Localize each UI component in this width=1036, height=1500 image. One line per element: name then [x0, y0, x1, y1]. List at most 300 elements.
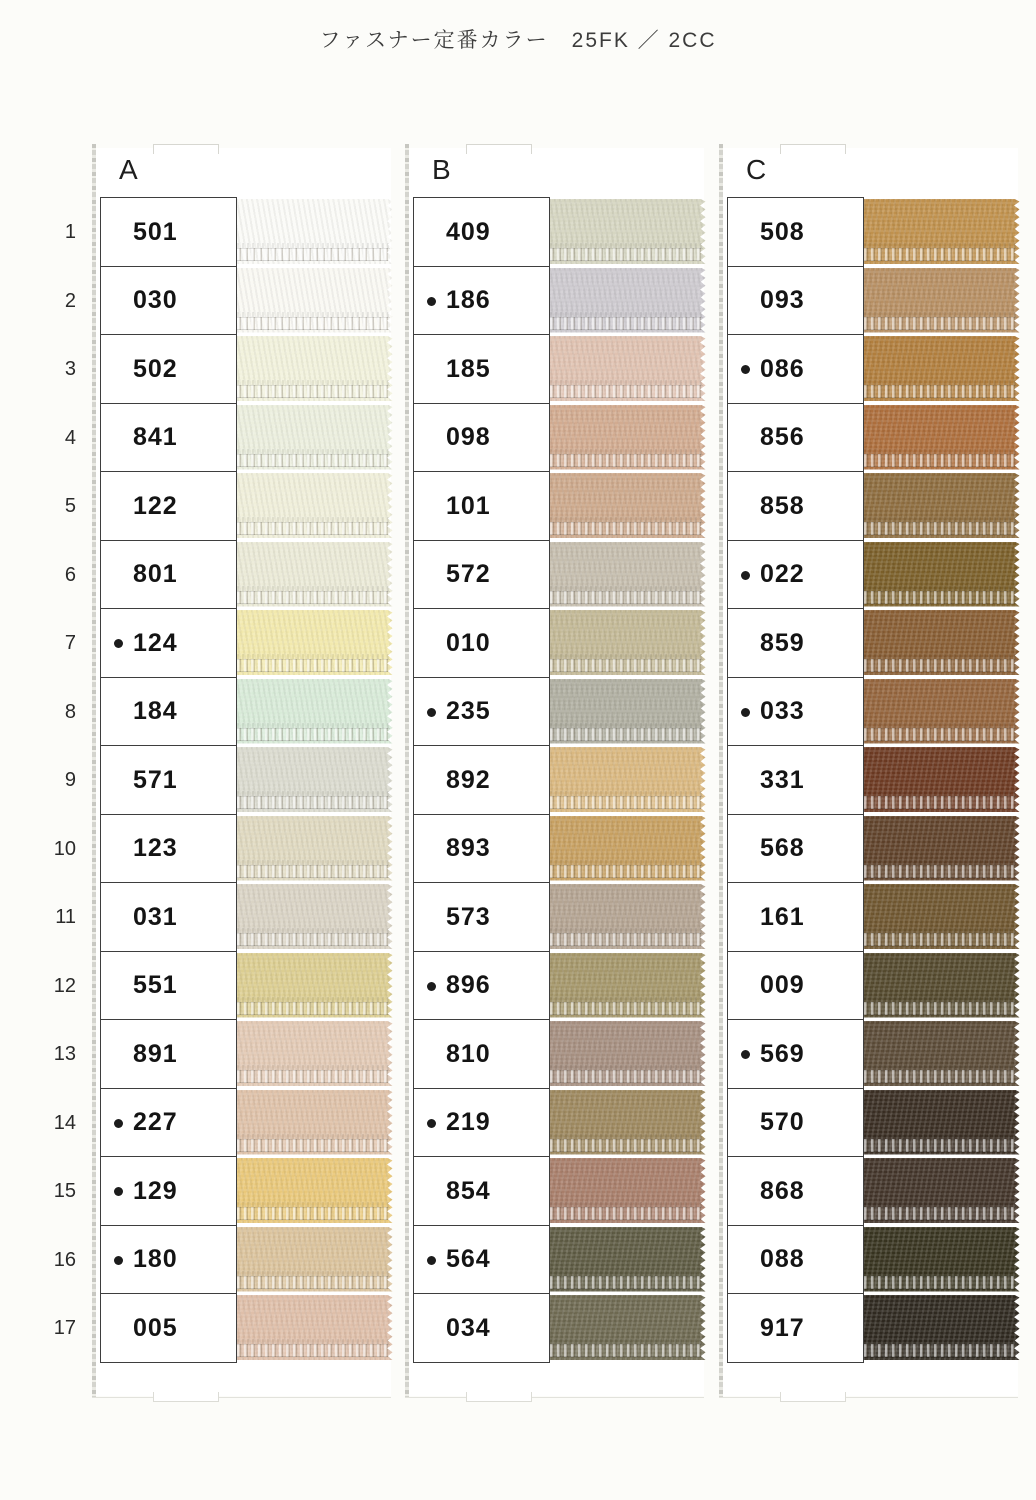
color-code: 219 — [446, 1108, 491, 1136]
color-card — [408, 148, 708, 1396]
zipper-teeth-icon — [864, 659, 1017, 672]
row-number: 8 — [64, 700, 76, 723]
color-code-cell — [727, 1019, 864, 1089]
fabric-swatch — [237, 1090, 393, 1155]
color-code: 568 — [760, 834, 805, 862]
zipper-teeth-icon — [550, 248, 703, 261]
zipper-teeth-icon — [237, 1002, 390, 1015]
color-code: 093 — [760, 286, 805, 314]
color-code: 184 — [133, 697, 178, 725]
swatch-row — [53, 951, 395, 1021]
swatch-row — [53, 1088, 395, 1158]
swatch-row — [727, 882, 1022, 952]
dot-marker — [114, 639, 123, 648]
zipper-teeth-icon — [864, 522, 1017, 535]
zipper-teeth-icon — [237, 865, 390, 878]
card-bottom-edge — [405, 1397, 704, 1398]
color-code-cell — [413, 1156, 550, 1226]
zipper-teeth-icon — [237, 1344, 390, 1357]
zipper-teeth-icon — [550, 522, 703, 535]
fabric-swatch — [864, 884, 1020, 949]
color-code-cell — [413, 266, 550, 336]
row-number: 9 — [64, 769, 76, 791]
zipper-teeth-icon — [864, 1276, 1017, 1289]
swatch-row — [727, 1225, 1022, 1295]
color-code: 856 — [760, 423, 805, 451]
zipper-teeth-icon — [864, 591, 1017, 604]
color-code-cell — [727, 334, 864, 404]
color-code: 502 — [133, 354, 178, 383]
fabric-swatch — [550, 1295, 706, 1360]
color-code: 892 — [446, 765, 491, 794]
row-number: 11 — [55, 906, 76, 928]
row-number: 5 — [64, 495, 76, 517]
swatch-row — [727, 1293, 1022, 1363]
row-number: 12 — [53, 974, 76, 997]
color-code-cell — [100, 471, 237, 541]
fabric-swatch — [550, 816, 706, 881]
color-code-cell — [413, 403, 550, 473]
zipper-teeth-icon — [864, 865, 1017, 878]
color-code-cell — [100, 334, 237, 404]
row-number: 6 — [64, 563, 76, 586]
color-code: 896 — [446, 971, 491, 999]
fabric-swatch — [237, 473, 393, 538]
swatch-row — [64, 745, 395, 815]
zipper-teeth-icon — [237, 522, 390, 535]
color-code-cell — [100, 540, 237, 610]
zipper-teeth-icon — [237, 659, 390, 672]
zipper-teeth-icon — [550, 385, 703, 398]
color-code: 917 — [760, 1313, 805, 1342]
color-code: 122 — [133, 491, 178, 520]
color-code: 573 — [446, 902, 491, 931]
zipper-teeth-icon — [550, 1070, 703, 1083]
color-card — [722, 148, 1022, 1396]
swatch-row — [413, 677, 708, 747]
zipper-teeth-icon — [237, 1070, 390, 1083]
zipper-teeth-icon — [237, 728, 390, 741]
swatch-row — [413, 951, 708, 1021]
swatch-row — [53, 814, 395, 884]
fabric-swatch — [550, 1021, 706, 1086]
color-code-cell — [100, 677, 237, 747]
color-code-cell — [727, 745, 864, 815]
color-code: 810 — [446, 1039, 491, 1068]
swatch-row — [64, 608, 395, 678]
dot-marker — [741, 1050, 750, 1059]
color-code-cell — [727, 1225, 864, 1295]
zipper-teeth-icon — [237, 1139, 390, 1152]
swatch-rows — [727, 197, 1022, 1363]
color-code: 801 — [133, 560, 178, 588]
color-code: 508 — [760, 217, 805, 246]
card-top-tab — [780, 144, 846, 154]
color-code-cell — [100, 266, 237, 336]
color-code: 569 — [760, 1039, 805, 1068]
swatch-row — [727, 1088, 1022, 1158]
dot-marker — [427, 708, 436, 717]
dot-marker — [114, 1119, 123, 1128]
fabric-swatch — [550, 747, 706, 812]
row-number: 4 — [64, 426, 76, 449]
color-code-cell — [413, 334, 550, 404]
zipper-teeth-icon — [864, 933, 1017, 946]
color-code-cell — [100, 197, 237, 267]
dot-marker — [114, 1187, 123, 1196]
color-code-cell — [413, 814, 550, 884]
row-number: 10 — [53, 837, 76, 860]
zipper-teeth-icon — [550, 454, 703, 467]
zipper-teeth-icon — [550, 591, 703, 604]
dot-marker — [741, 365, 750, 374]
color-code-cell — [727, 882, 864, 952]
color-code-cell — [100, 882, 237, 952]
color-code-cell — [727, 677, 864, 747]
fabric-swatch — [237, 953, 393, 1018]
zipper-teeth-icon — [237, 317, 390, 330]
zipper-teeth-icon — [550, 1344, 703, 1357]
zipper-teeth-icon — [237, 248, 390, 261]
row-number: 15 — [53, 1180, 76, 1202]
color-code: 331 — [760, 765, 805, 794]
card-bottom-tab — [780, 1392, 846, 1402]
card-bottom-edge — [719, 1397, 1018, 1398]
fabric-swatch — [237, 747, 393, 812]
zipper-teeth-icon — [864, 385, 1017, 398]
fabric-swatch — [550, 884, 706, 949]
color-code: 409 — [446, 217, 491, 246]
swatch-row — [727, 197, 1022, 267]
swatch-row — [53, 1156, 395, 1226]
zipper-teeth-icon — [864, 1344, 1017, 1357]
color-code-cell — [413, 677, 550, 747]
swatch-row — [64, 197, 395, 267]
color-code: 086 — [760, 354, 805, 383]
swatch-row — [727, 1156, 1022, 1226]
color-code-cell — [413, 951, 550, 1021]
color-code: 009 — [760, 971, 805, 999]
zipper-teeth-icon — [237, 796, 390, 809]
color-code: 858 — [760, 491, 805, 520]
color-code-cell — [100, 1225, 237, 1295]
color-code-cell — [413, 1293, 550, 1363]
fabric-swatch — [237, 1295, 393, 1360]
color-code-cell — [727, 951, 864, 1021]
color-code: 123 — [133, 834, 178, 862]
fabric-swatch — [864, 679, 1020, 744]
color-code: 185 — [446, 354, 491, 383]
color-code: 124 — [133, 628, 178, 657]
color-code-cell — [727, 608, 864, 678]
zipper-teeth-icon — [550, 659, 703, 672]
fabric-swatch — [550, 473, 706, 538]
swatch-row — [727, 951, 1022, 1021]
swatch-row — [413, 608, 708, 678]
zipper-teeth-icon — [864, 454, 1017, 467]
fabric-swatch — [550, 1158, 706, 1223]
fabric-swatch — [237, 336, 393, 401]
color-code-cell — [100, 1019, 237, 1089]
zipper-teeth-icon — [237, 1207, 390, 1220]
swatch-rows — [413, 197, 708, 1363]
dot-marker — [741, 571, 750, 580]
color-code: 022 — [760, 560, 805, 588]
color-code-cell — [413, 608, 550, 678]
color-code: 031 — [133, 902, 178, 931]
color-code: 841 — [133, 423, 178, 451]
row-number: 17 — [53, 1317, 76, 1339]
color-code-cell — [727, 1293, 864, 1363]
color-code-cell — [100, 951, 237, 1021]
fabric-swatch — [237, 268, 393, 333]
fabric-swatch — [864, 610, 1020, 675]
color-code: 891 — [133, 1039, 178, 1068]
swatch-row — [64, 471, 395, 541]
fabric-swatch — [864, 953, 1020, 1018]
fabric-swatch — [550, 1090, 706, 1155]
fabric-swatch — [550, 336, 706, 401]
fabric-swatch — [237, 884, 393, 949]
fabric-swatch — [864, 405, 1020, 470]
color-code-cell — [100, 1293, 237, 1363]
color-code-cell — [100, 608, 237, 678]
zipper-teeth-icon — [864, 728, 1017, 741]
swatch-row — [413, 1225, 708, 1295]
swatch-row — [413, 745, 708, 815]
fabric-swatch — [550, 610, 706, 675]
swatch-row — [413, 1156, 708, 1226]
swatch-row — [64, 266, 395, 336]
fabric-swatch — [864, 747, 1020, 812]
swatch-row — [727, 1019, 1022, 1089]
fabric-swatch — [864, 816, 1020, 881]
swatch-row — [53, 1293, 395, 1363]
color-code: 161 — [760, 902, 805, 931]
zipper-teeth-icon — [550, 1002, 703, 1015]
color-code-cell — [727, 266, 864, 336]
color-code: 129 — [133, 1176, 178, 1205]
fabric-swatch — [864, 542, 1020, 607]
fabric-swatch — [237, 679, 393, 744]
swatch-row — [413, 471, 708, 541]
color-code-cell — [727, 197, 864, 267]
color-code-cell — [413, 197, 550, 267]
color-code-cell — [100, 1088, 237, 1158]
swatch-row — [727, 471, 1022, 541]
row-number: 2 — [64, 289, 76, 312]
zipper-teeth-icon — [550, 1207, 703, 1220]
swatch-row — [727, 266, 1022, 336]
color-code-cell — [100, 403, 237, 473]
fabric-swatch — [237, 610, 393, 675]
color-code: 005 — [133, 1313, 178, 1342]
zipper-teeth-icon — [237, 591, 390, 604]
swatch-row — [64, 403, 395, 473]
dot-marker — [427, 982, 436, 991]
swatch-row — [64, 677, 395, 747]
swatch-row — [413, 266, 708, 336]
swatch-row — [413, 1293, 708, 1363]
fabric-swatch — [550, 268, 706, 333]
color-code: 551 — [133, 971, 178, 999]
color-code: 101 — [446, 491, 491, 520]
zipper-teeth-icon — [237, 385, 390, 398]
fabric-swatch — [550, 542, 706, 607]
color-code-cell — [100, 1156, 237, 1226]
color-code: 571 — [133, 765, 178, 794]
zipper-teeth-icon — [237, 454, 390, 467]
swatch-row — [413, 403, 708, 473]
card-torn-edge — [92, 144, 96, 1398]
swatch-row — [413, 540, 708, 610]
dot-marker — [427, 1256, 436, 1265]
color-code: 572 — [446, 560, 491, 588]
zipper-teeth-icon — [237, 933, 390, 946]
zipper-teeth-icon — [550, 1139, 703, 1152]
color-code: 564 — [446, 1245, 491, 1273]
dot-marker — [427, 1119, 436, 1128]
fabric-swatch — [550, 679, 706, 744]
row-number: 16 — [53, 1248, 76, 1271]
swatch-row — [413, 334, 708, 404]
fabric-swatch — [864, 1227, 1020, 1292]
zipper-teeth-icon — [550, 1276, 703, 1289]
zipper-teeth-icon — [550, 796, 703, 809]
fabric-swatch — [864, 1158, 1020, 1223]
fabric-swatch — [237, 542, 393, 607]
zipper-teeth-icon — [864, 1070, 1017, 1083]
zipper-teeth-icon — [864, 796, 1017, 809]
color-code-cell — [413, 745, 550, 815]
swatch-row — [64, 540, 395, 610]
swatch-row — [413, 197, 708, 267]
color-code: 010 — [446, 628, 491, 657]
zipper-teeth-icon — [550, 865, 703, 878]
card-letter: B — [432, 154, 451, 185]
color-code-cell — [413, 1019, 550, 1089]
color-code: 098 — [446, 423, 491, 451]
color-code: 088 — [760, 1245, 805, 1273]
color-code-cell — [727, 540, 864, 610]
swatch-row — [53, 1225, 395, 1295]
card-top-tab — [466, 144, 532, 154]
fabric-swatch — [237, 1021, 393, 1086]
swatch-row — [727, 745, 1022, 815]
zipper-teeth-icon — [864, 317, 1017, 330]
swatch-row — [413, 882, 708, 952]
color-card — [53, 148, 395, 1396]
color-code: 227 — [133, 1108, 178, 1136]
card-bottom-edge — [92, 1397, 391, 1398]
color-code: 893 — [446, 834, 491, 862]
fabric-swatch — [864, 199, 1020, 264]
fabric-swatch — [864, 1021, 1020, 1086]
fabric-swatch — [550, 405, 706, 470]
fabric-swatch — [237, 1158, 393, 1223]
color-code-cell — [413, 1225, 550, 1295]
zipper-teeth-icon — [864, 1207, 1017, 1220]
color-code: 034 — [446, 1313, 491, 1342]
card-letter: A — [119, 154, 138, 185]
swatch-row — [413, 814, 708, 884]
card-letter: C — [746, 154, 767, 185]
color-code: 570 — [760, 1108, 805, 1136]
color-code-cell — [413, 540, 550, 610]
color-code-cell — [727, 1156, 864, 1226]
color-code: 501 — [133, 217, 178, 246]
row-number: 7 — [64, 632, 76, 654]
fabric-swatch — [237, 199, 393, 264]
fabric-swatch — [864, 473, 1020, 538]
fabric-swatch — [864, 268, 1020, 333]
fabric-swatch — [864, 336, 1020, 401]
zipper-teeth-icon — [550, 317, 703, 330]
dot-marker — [114, 1256, 123, 1265]
dot-marker — [741, 708, 750, 717]
fabric-swatch — [550, 953, 706, 1018]
color-code-cell — [413, 1088, 550, 1158]
fabric-swatch — [237, 1227, 393, 1292]
color-code: 033 — [760, 697, 805, 725]
zipper-teeth-icon — [864, 248, 1017, 261]
color-code-cell — [100, 814, 237, 884]
fabric-swatch — [237, 405, 393, 470]
swatch-row — [55, 882, 395, 952]
color-code: 186 — [446, 286, 491, 314]
fabric-swatch — [864, 1295, 1020, 1360]
zipper-teeth-icon — [864, 1002, 1017, 1015]
fabric-swatch — [864, 1090, 1020, 1155]
zipper-teeth-icon — [550, 933, 703, 946]
color-code-cell — [727, 471, 864, 541]
color-code: 859 — [760, 628, 805, 657]
fabric-swatch — [237, 816, 393, 881]
fabric-swatch — [550, 199, 706, 264]
color-code: 030 — [133, 286, 178, 314]
swatch-row — [64, 334, 395, 404]
color-code-cell — [413, 471, 550, 541]
color-code: 180 — [133, 1245, 178, 1273]
zipper-teeth-icon — [864, 1139, 1017, 1152]
page-title: ファスナー定番カラー 25FK ／ 2CC — [319, 29, 717, 52]
swatch-row — [727, 814, 1022, 884]
color-code-cell — [727, 814, 864, 884]
color-code: 868 — [760, 1176, 805, 1205]
swatch-row — [53, 1019, 395, 1089]
zipper-teeth-icon — [550, 728, 703, 741]
row-number: 3 — [64, 358, 76, 380]
swatch-row — [727, 403, 1022, 473]
swatch-rows — [53, 197, 395, 1363]
card-bottom-tab — [466, 1392, 532, 1402]
card-torn-edge — [719, 144, 723, 1398]
row-number: 13 — [53, 1043, 76, 1065]
swatch-row — [727, 677, 1022, 747]
swatch-row — [413, 1088, 708, 1158]
color-code-cell — [727, 1088, 864, 1158]
zipper-teeth-icon — [237, 1276, 390, 1289]
color-code: 235 — [446, 697, 491, 725]
card-bottom-tab — [153, 1392, 219, 1402]
fabric-swatch — [550, 1227, 706, 1292]
row-number: 1 — [64, 221, 76, 243]
row-number: 14 — [53, 1111, 76, 1134]
color-code-cell — [100, 745, 237, 815]
swatch-row — [727, 334, 1022, 404]
card-top-tab — [153, 144, 219, 154]
card-torn-edge — [405, 144, 409, 1398]
